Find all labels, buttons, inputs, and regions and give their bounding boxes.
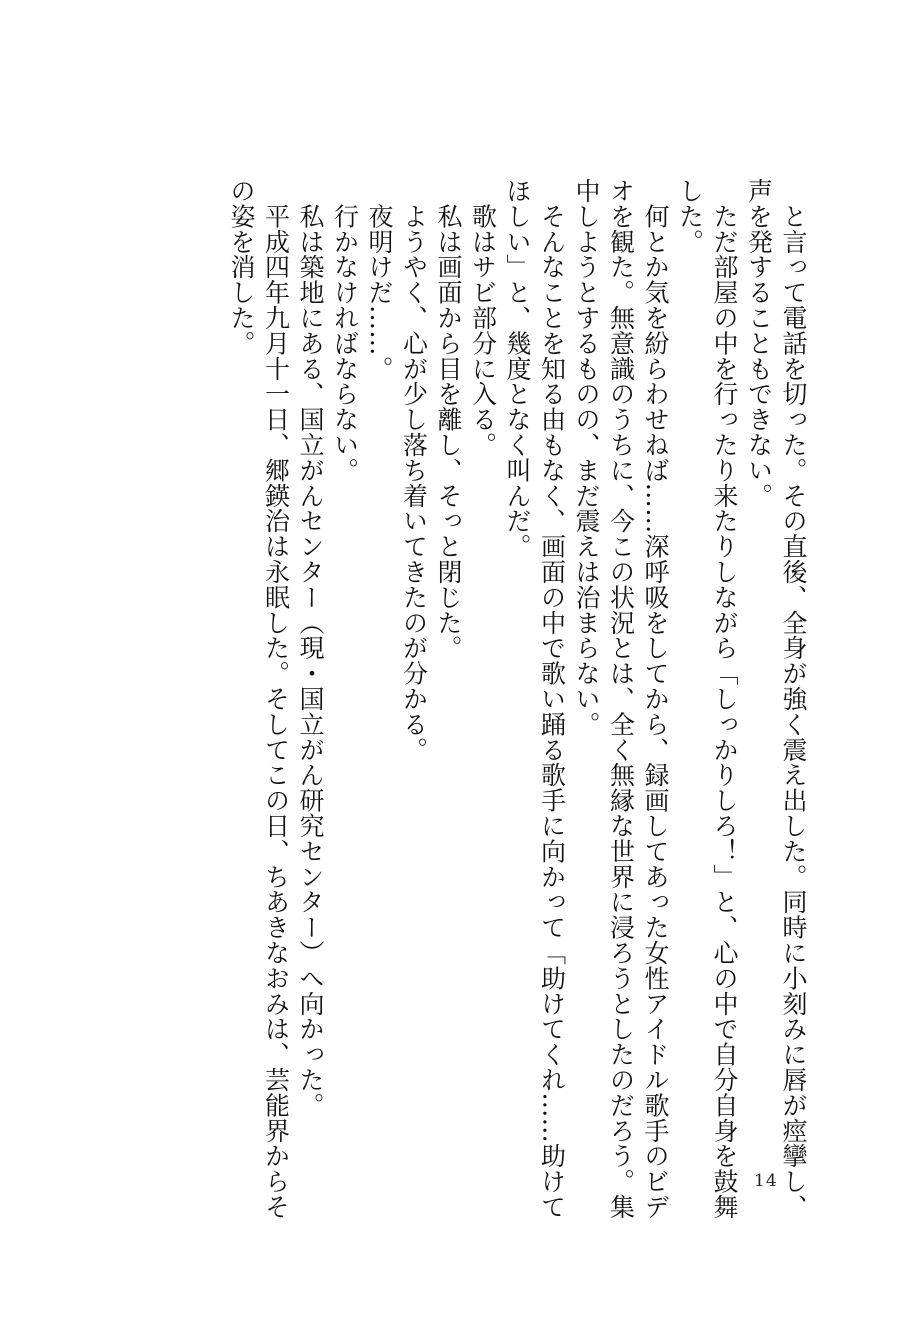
page-number: 14	[754, 1171, 778, 1191]
text-line: ほしい」と、幾度となく叫んだ。	[503, 178, 532, 559]
text-line: 何とか気を紛らわせねば……深呼吸をしてから、録画してあった女性アイドル歌手のビデ	[641, 178, 670, 1220]
text-line: と言って電話を切った。その直後、全身が強く震え出した。同時に小刻みに唇が痙攣し、	[779, 178, 808, 1220]
text-line: オを観た。無意識のうちに、今この状況とは、全く無縁な世界に浸ろうとしたのだろう。集	[606, 178, 636, 1220]
text-line: 私は画面から目を離し、そっと閉じた。	[434, 178, 463, 661]
text-line: 平成四年九月十一日、郷鍈治は永眠した。そしてこの日、ちあきなおみは、芸能界からそ	[261, 178, 291, 1220]
text-line: した。	[675, 178, 705, 255]
text-line: 夜明けだ……。	[365, 178, 394, 382]
text-line: 中しようとするものの、まだ震えは治まらない。	[572, 178, 601, 737]
text-line: 私は築地にある、国立がんセンター（現・国立がん研究センター）へ向かった。	[296, 178, 325, 1118]
text-line: 声を発することもできない。	[744, 178, 774, 509]
text-line: の姿を消した。	[227, 178, 256, 356]
text-line: ただ部屋の中を行ったり来たりしながら「しっかりしろ！」と、心の中で自分自身を鼓舞	[710, 178, 739, 1220]
text-line: 行かなければならない。	[330, 178, 360, 483]
text-line: 歌はサビ部分に入る。	[468, 178, 498, 458]
text-line: ようやく、心が少し落ち着いてきたのが分かる。	[399, 178, 429, 763]
text-line: そんなことを知る由もなく、画面の中で歌い踊る歌手に向かって「助けてくれ……助けて	[537, 178, 567, 1220]
